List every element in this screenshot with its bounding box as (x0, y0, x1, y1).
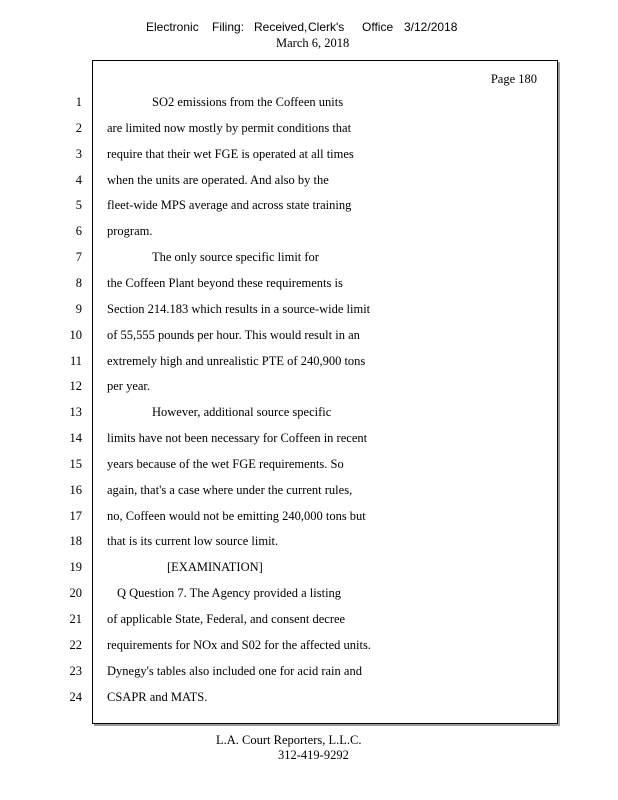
reporter-company: L.A. Court Reporters, L.L.C. (216, 733, 362, 747)
transcript-line-text: per year. (107, 379, 151, 393)
transcript-line-text: extremely high and unrealistic PTE of 240,900 tons (107, 354, 366, 368)
transcript-date: March 6, 2018 (276, 36, 350, 50)
line-number: 4 (75, 173, 82, 187)
transcript-line-text: no, Coffeen would not be emitting 240,000 tons but (107, 509, 366, 523)
line-number: 6 (75, 224, 82, 238)
transcript-line-text: program. (107, 224, 153, 238)
transcript-line-text: when the units are operated. And also by the (107, 173, 329, 187)
transcript-line-text: fleet-wide MPS average and across state training (107, 198, 352, 212)
stamp-word: Filing: (212, 20, 245, 34)
line-number: 18 (69, 534, 82, 548)
line-number: 3 (75, 147, 82, 161)
line-number: 15 (69, 457, 82, 471)
line-number: 7 (75, 250, 82, 264)
transcript-line-text: limits have not been necessary for Coffeen in recent (107, 431, 368, 445)
line-number: 10 (69, 328, 82, 342)
line-number: 12 (69, 379, 82, 393)
line-number: 17 (69, 509, 82, 523)
stamp-word: Clerk's (308, 20, 345, 34)
line-number: 24 (69, 690, 82, 704)
transcript-line-text: [EXAMINATION] (167, 560, 263, 574)
reporter-phone: 312-419-9292 (278, 748, 349, 762)
stamp-word: Office (362, 20, 394, 34)
transcript-line-text: CSAPR and MATS. (107, 690, 208, 704)
line-number: 16 (69, 483, 82, 497)
line-number: 19 (69, 560, 82, 574)
line-number: 2 (75, 121, 82, 135)
line-number: 13 (69, 405, 82, 419)
page-number: Page 180 (490, 72, 537, 86)
line-number: 1 (75, 95, 82, 109)
line-number: 23 (69, 664, 82, 678)
line-number: 20 (69, 586, 82, 600)
line-number: 22 (69, 638, 82, 652)
filing-stamp (0, 20, 618, 36)
stamp-word: 3/12/2018 (404, 20, 458, 34)
line-number: 14 (69, 431, 82, 445)
stamp-word: Received, (254, 20, 308, 34)
transcript-line-text: The only source specific limit for (152, 250, 319, 264)
line-number: 8 (75, 276, 82, 290)
transcript-line-text: However, additional source specific (152, 405, 332, 419)
transcript-line-text: years because of the wet FGE requirements. So (107, 457, 344, 471)
transcript-line-text: requirements for NOx and S02 for the affected units. (107, 638, 371, 652)
transcript-line-text: Section 214.183 which results in a source-wide limit (107, 302, 371, 316)
transcript-line-text: require that their wet FGE is operated at all times (107, 147, 354, 161)
line-number: 11 (69, 354, 82, 368)
transcript-line-text: of applicable State, Federal, and consent decree (107, 612, 346, 626)
line-number: 9 (75, 302, 82, 316)
transcript-line-text: the Coffeen Plant beyond these requirements is (107, 276, 343, 290)
transcript-line-text: again, that's a case where under the current rules, (107, 483, 353, 497)
transcript-line-text: SO2 emissions from the Coffeen units (152, 95, 344, 109)
line-number: 5 (75, 198, 82, 212)
transcript-line-text: are limited now mostly by permit conditions that (107, 121, 352, 135)
transcript-line-text: Dynegy's tables also included one for acid rain and (107, 664, 362, 678)
line-number: 21 (69, 612, 82, 626)
transcript-line-text: of 55,555 pounds per hour. This would result in an (107, 328, 360, 342)
transcript-line-text: that is its current low source limit. (107, 534, 279, 548)
stamp-word: Electronic (146, 20, 199, 34)
transcript-line-text: Q Question 7. The Agency provided a listing (117, 586, 342, 600)
